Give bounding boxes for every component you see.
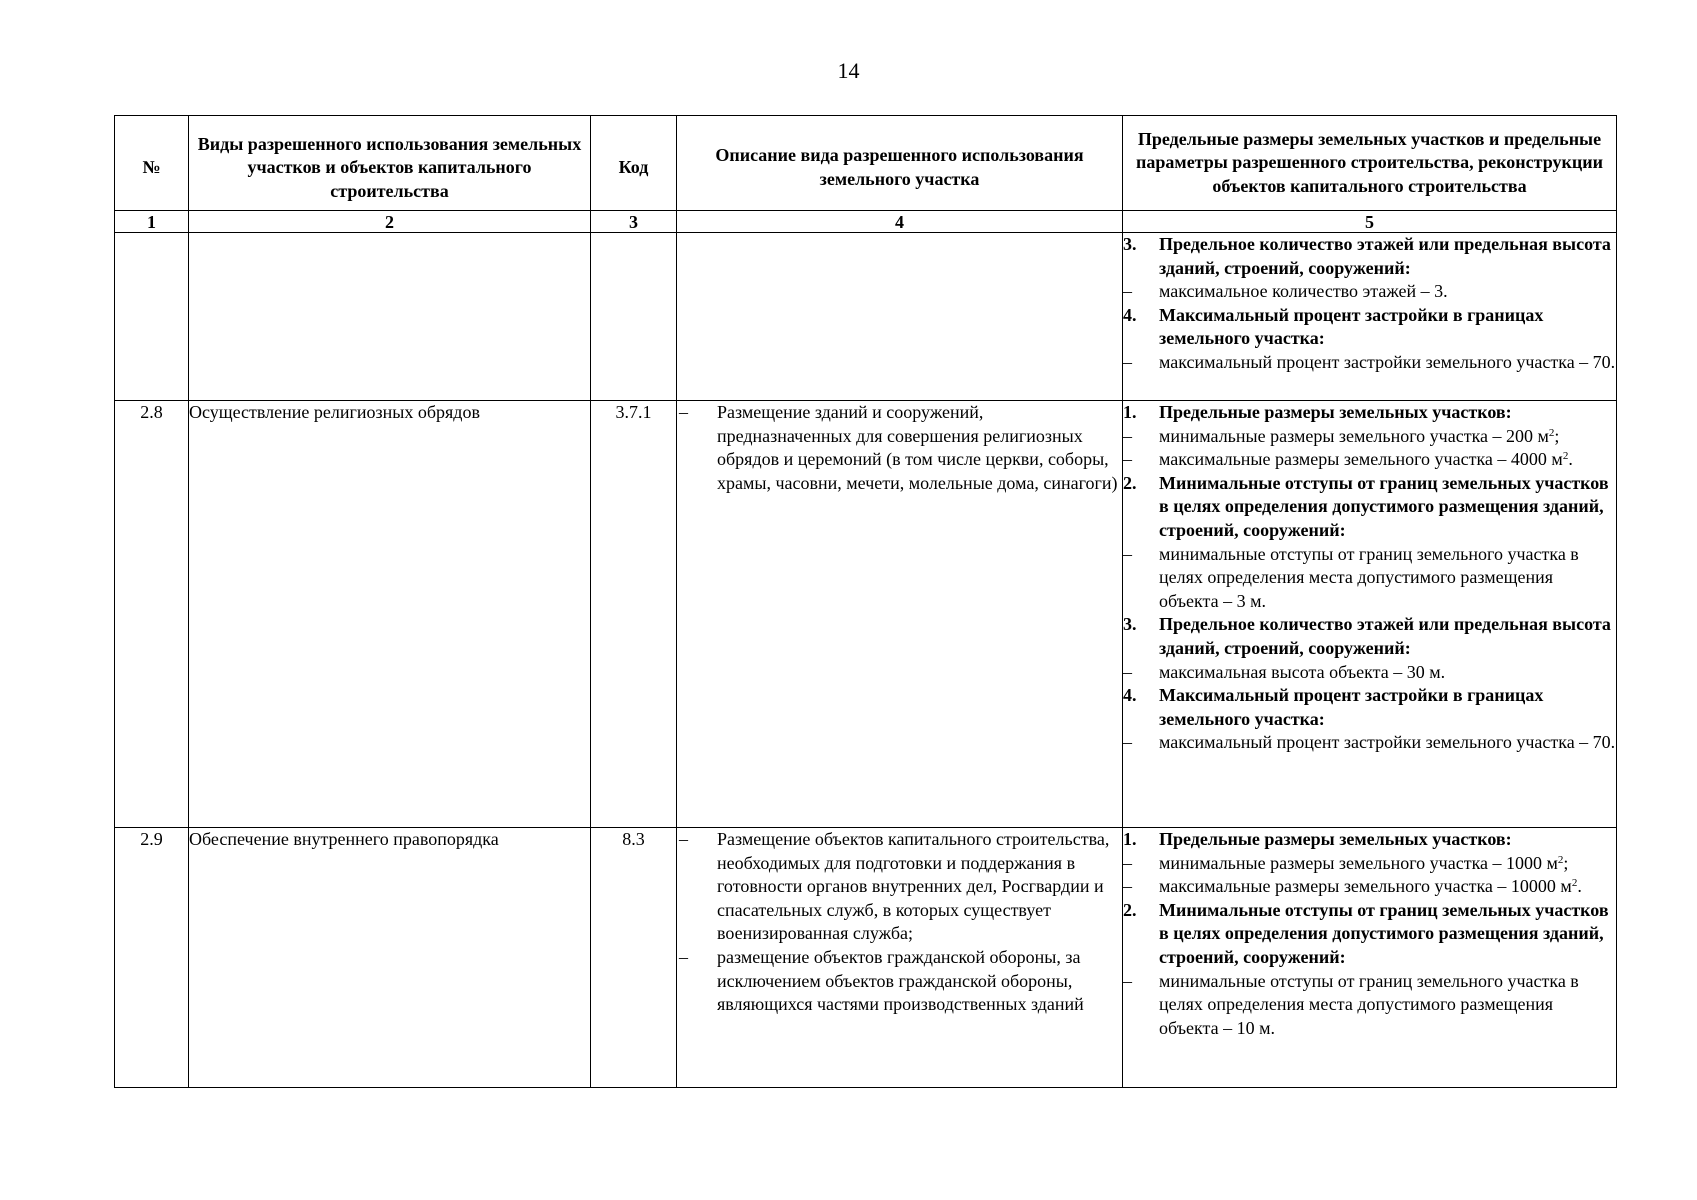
header-num: № <box>115 116 189 211</box>
header-code: Код <box>591 116 677 211</box>
param-marker: – <box>1123 351 1132 372</box>
param-superscript: 2 <box>1548 426 1555 439</box>
param-text <box>1159 280 1616 304</box>
param-marker: 1. <box>1123 829 1137 849</box>
column-number: 2 <box>189 211 591 233</box>
param-heading <box>1123 684 1616 731</box>
param-text <box>1159 425 1616 449</box>
row-description <box>677 401 1123 828</box>
param-marker: – <box>1123 970 1132 991</box>
param-heading <box>1123 828 1616 852</box>
param-item <box>1123 852 1616 876</box>
param-marker: – <box>1123 281 1132 302</box>
param-text <box>1159 304 1616 351</box>
row-params <box>1123 401 1617 828</box>
param-item <box>1123 543 1616 614</box>
row-code <box>591 233 677 401</box>
param-text-main: максимальные размеры земельного участка – 10000 м <box>1159 876 1572 897</box>
param-item <box>1123 875 1616 899</box>
param-text <box>1159 351 1616 375</box>
param-text-main: максимальные размеры земельного участка – 4000 м <box>1159 449 1563 470</box>
param-marker: – <box>1123 449 1132 470</box>
param-marker: – <box>1123 425 1132 446</box>
param-marker: 3. <box>1123 234 1137 254</box>
param-marker: – <box>1123 732 1132 753</box>
param-marker: 1. <box>1123 402 1137 422</box>
param-text <box>1159 684 1616 731</box>
param-heading <box>1123 233 1616 280</box>
column-number: 3 <box>591 211 677 233</box>
param-text <box>1159 448 1616 472</box>
param-marker: – <box>1123 876 1132 897</box>
row-params <box>1123 233 1617 401</box>
param-text <box>1159 899 1616 970</box>
row-code: 3.7.1 <box>591 401 677 828</box>
description-item <box>677 401 1122 495</box>
param-text-tail: ; <box>1554 425 1560 446</box>
param-text <box>1159 472 1616 543</box>
column-numbers-row <box>115 211 1617 233</box>
column-number: 5 <box>1123 211 1617 233</box>
description-item <box>677 828 1122 946</box>
header-kind: Виды разрешенного использования земельных участков и объектов капитального строительства <box>189 116 591 211</box>
row-kind-name: Обеспечение внутреннего правопорядка <box>189 828 591 1088</box>
param-text-main: Предельные размеры земельных участков: <box>1159 829 1512 849</box>
param-heading <box>1123 472 1616 543</box>
param-text-main: Максимальный процент застройки в границах земельного участка: <box>1159 304 1544 349</box>
table-header-row <box>115 116 1617 211</box>
param-item <box>1123 425 1616 449</box>
param-marker: 3. <box>1123 614 1137 635</box>
regulations-table <box>114 115 1617 1088</box>
param-marker: 4. <box>1123 685 1137 706</box>
param-item <box>1123 351 1616 375</box>
row-kind-name: Осуществление религиозных обрядов <box>189 401 591 828</box>
row-description <box>677 828 1123 1088</box>
description-dash: – <box>679 946 688 967</box>
param-text-main: максимальное количество этажей – 3. <box>1159 281 1448 302</box>
table-row <box>115 828 1617 1088</box>
description-item <box>677 946 1122 1017</box>
param-heading <box>1123 401 1616 425</box>
param-text-main: минимальные отступы от границ земельного участка в целях определения места допустимого размещения объекта – 10 м. <box>1159 970 1579 1038</box>
param-marker: 2. <box>1123 899 1137 920</box>
header-params: Предельные размеры земельных участков и предельные параметры разрешенного строительства, реконструкции объектов капитального строительства <box>1123 116 1617 211</box>
param-item <box>1123 970 1616 1041</box>
description-text: размещение объектов гражданской обороны, за исключением объектов гражданской обороны, являющихся частями производственных зданий <box>717 946 1084 1015</box>
param-text-main: Минимальные отступы от границ земельных участков в целях определения допустимого размещения зданий, строений, сооружений: <box>1159 899 1609 967</box>
row-number: 2.9 <box>115 828 189 1088</box>
row-params <box>1123 828 1617 1088</box>
param-item <box>1123 280 1616 304</box>
param-text-main: максимальный процент застройки земельного участка – 70. <box>1159 732 1616 753</box>
page-number: 14 <box>837 58 860 83</box>
param-text-main: максимальный процент застройки земельного участка – 70. <box>1159 351 1616 372</box>
param-text-main: минимальные отступы от границ земельного участка в целях определения места допустимого размещения объекта – 3 м. <box>1159 543 1579 611</box>
param-text-tail: . <box>1577 876 1582 897</box>
description-text: Размещение объектов капитального строительства, необходимых для подготовки и поддержания в готовности органов внутренних дел, Росгвардии и спасательных служб, в которых существует военизированная служба; <box>717 829 1110 944</box>
table-row <box>115 401 1617 828</box>
param-marker: 2. <box>1123 472 1137 493</box>
param-text <box>1159 970 1616 1041</box>
row-number <box>115 233 189 401</box>
param-text-tail: . <box>1568 449 1573 470</box>
param-text <box>1159 613 1616 660</box>
row-kind-name <box>189 233 591 401</box>
param-text <box>1159 661 1616 685</box>
param-text-main: минимальные размеры земельного участка – 200 м <box>1159 425 1549 446</box>
param-text-main: максимальная высота объекта – 30 м. <box>1159 661 1446 682</box>
param-marker: – <box>1123 543 1132 564</box>
header-description: Описание вида разрешенного использования земельного участка <box>677 116 1123 211</box>
row-number: 2.8 <box>115 401 189 828</box>
param-text <box>1159 875 1616 899</box>
param-text <box>1159 543 1616 614</box>
param-text-main: Предельное количество этажей или предельная высота зданий, строений, сооружений: <box>1159 614 1611 658</box>
param-text <box>1159 852 1616 876</box>
description-text: Размещение зданий и сооружений, предназначенных для совершения религиозных обрядов и церемоний (в том числе церкви, соборы, храмы, часовни, мечети, молельные дома, синагоги) <box>717 402 1118 493</box>
param-text <box>1159 731 1616 755</box>
param-heading <box>1123 899 1616 970</box>
param-marker: – <box>1123 661 1132 682</box>
param-superscript: 2 <box>1557 853 1564 866</box>
param-heading <box>1123 304 1616 351</box>
table-row <box>115 233 1617 401</box>
param-item <box>1123 731 1616 755</box>
param-text <box>1159 401 1616 425</box>
param-marker: – <box>1123 852 1132 873</box>
param-text-main: Предельные размеры земельных участков: <box>1159 402 1512 422</box>
param-text-main: Предельное количество этажей или предельная высота зданий, строений, сооружений: <box>1159 234 1611 278</box>
param-text-main: минимальные размеры земельного участка – 1000 м <box>1159 852 1558 873</box>
param-superscript: 2 <box>1562 450 1569 463</box>
column-number: 1 <box>115 211 189 233</box>
description-dash: – <box>679 402 688 422</box>
param-text <box>1159 828 1616 852</box>
param-text-tail: ; <box>1563 852 1569 873</box>
row-description <box>677 233 1123 401</box>
param-text-main: Минимальные отступы от границ земельных участков в целях определения допустимого размещения зданий, строений, сооружений: <box>1159 472 1609 540</box>
row-code: 8.3 <box>591 828 677 1088</box>
param-heading <box>1123 613 1616 660</box>
param-superscript: 2 <box>1571 877 1578 890</box>
param-text-main: Максимальный процент застройки в границах земельного участка: <box>1159 685 1544 729</box>
param-item <box>1123 448 1616 472</box>
param-marker: 4. <box>1123 304 1137 325</box>
column-number: 4 <box>677 211 1123 233</box>
param-text <box>1159 233 1616 280</box>
param-item <box>1123 661 1616 685</box>
description-dash: – <box>679 829 688 849</box>
